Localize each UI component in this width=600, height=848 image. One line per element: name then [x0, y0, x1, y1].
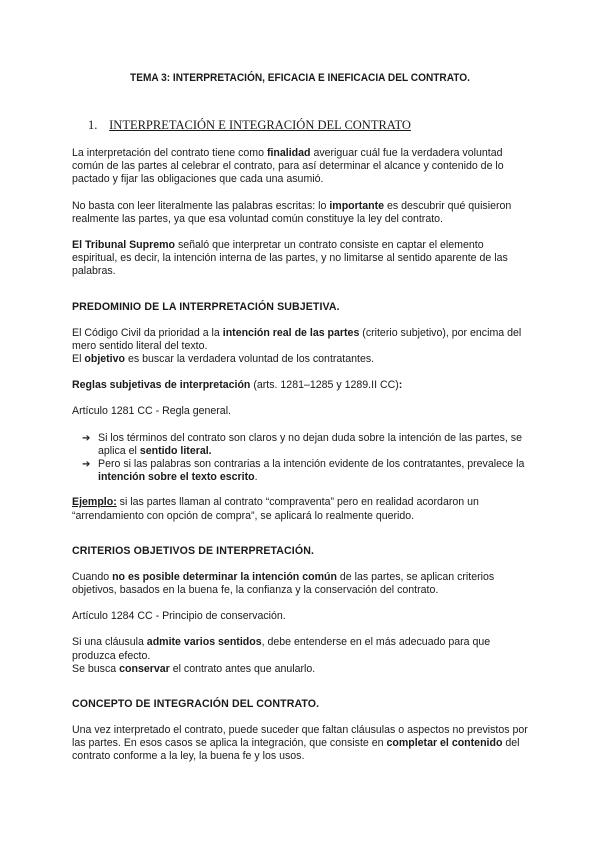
- arrow-icon: ➔: [82, 432, 91, 444]
- subjetiva-rule-list: [82, 432, 528, 485]
- document-title: TEMA 3: INTERPRETACIÓN, EFICACIA E INEFICACIA DEL CONTRATO.: [130, 72, 470, 84]
- subjetiva-paragraph-1: El Código Civil da prioridad a la intención real de las partes (criterio subjetivo), por encima del mero sentido literal del texto.: [72, 326, 522, 352]
- section-number: 1.: [88, 118, 98, 132]
- subjetiva-rules-line: Reglas subjetivas de interpretación (arts. 1281–1285 y 1289.II CC):: [72, 379, 403, 392]
- objetivos-paragraph-3: Se busca conservar el contrato antes que anularlo.: [72, 662, 316, 675]
- section-title: INTERPRETACIÓN E INTEGRACIÓN DEL CONTRATO: [109, 118, 411, 132]
- article-1284: Artículo 1284 CC - Principio de conservación.: [72, 610, 286, 623]
- heading-integracion: CONCEPTO DE INTEGRACIÓN DEL CONTRATO.: [72, 698, 320, 711]
- arrow-icon: ➔: [82, 459, 91, 471]
- intro-paragraph-2: No basta con leer literalmente las palabras escritas: lo importante es descubrir qué quisieron realmente las partes, ya que esa voluntad común constituye la ley del contrato.: [72, 199, 512, 225]
- intro-paragraph-1: La interpretación del contrato tiene como finalidad averiguar cuál fue la verdadera voluntad común de las partes al celebrar el contrato, para así determinar el alcance y contenido de lo pactado y fijar las obligaciones que cada una asumió.: [72, 147, 504, 186]
- article-1281: Artículo 1281 CC - Regla general.: [72, 405, 231, 418]
- subjetiva-paragraph-2: El objetivo es buscar la verdadera voluntad de los contratantes.: [72, 353, 375, 366]
- intro-paragraph-3: El Tribunal Supremo señaló que interpretar un contrato consiste en captar el elemento espiritual, es decir, la intención interna de las partes, y no limitarse al sentido aparente de las palabras.: [72, 239, 508, 278]
- list-item: ➔ Si los términos del contrato son claros y no dejan duda sobre la intención de las partes, se aplica el sentido literal.: [82, 431, 522, 457]
- integracion-paragraph-1: Una vez interpretado el contrato, puede suceder que faltan cláusulas o aspectos no previstos por las partes. En esos casos se aplica la integración, que consiste en completar el contenido del contrato conforme a la ley, la buena fe y los usos.: [72, 724, 528, 763]
- heading-subjetiva: PREDOMINIO DE LA INTERPRETACIÓN SUBJETIVA.: [72, 300, 340, 313]
- section-heading: [88, 118, 528, 133]
- list-item: ➔ Pero si las palabras son contrarias a la intención evidente de los contratantes, prevalece la intención sobre el texto escrito.: [82, 458, 525, 484]
- example-paragraph: Ejemplo: si las partes llaman al contrato “compraventa” pero en realidad acordaron un “arrendamiento con opción de compra”, se aplicará lo realmente querido.: [72, 496, 479, 522]
- objetivos-paragraph-1: Cuando no es posible determinar la intención común de las partes, se aplican criterios objetivos, basados en la buena fe, la confianza y la conservación del contrato.: [72, 570, 495, 597]
- heading-objetivos: CRITERIOS OBJETIVOS DE INTERPRETACIÓN.: [72, 544, 314, 557]
- objetivos-paragraph-2: Si una cláusula admite varios sentidos, debe entenderse en el más adecuado para que produzca efecto.: [72, 636, 491, 662]
